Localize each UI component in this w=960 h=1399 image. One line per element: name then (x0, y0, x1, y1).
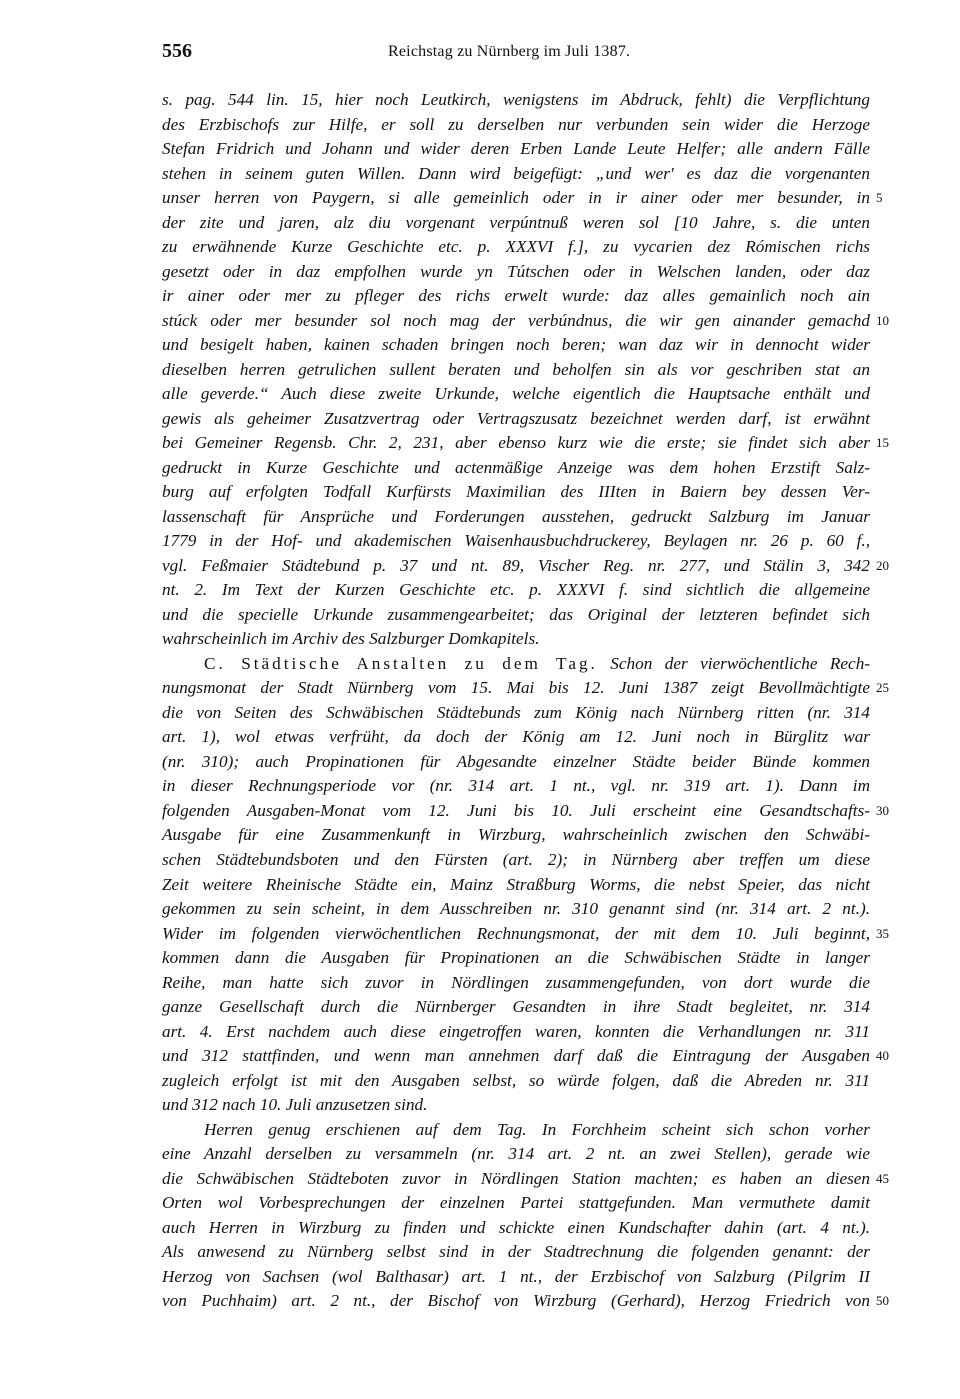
line-number: 40 (876, 1048, 889, 1064)
text-line (162, 137, 870, 162)
text-line-content: und besigelt haben, kainen schaden bringen noch beren; wan daz wir in dennocht wider (162, 335, 870, 355)
line-number: 20 (876, 557, 889, 573)
text-line (162, 725, 870, 750)
text-line-content: nt. 2. Im Text der Kurzen Geschichte etc. p. XXXVI f. sind sichtlich die allgemeine (162, 580, 870, 600)
text-line-content: nungsmonat der Stadt Nürnberg vom 15. Mai bis 12. Juni 1387 zeigt Bevollmächtigte (162, 678, 870, 698)
running-title: Reichstag zu Nürnberg im Juli 1387. (388, 43, 631, 60)
text-line-content: wahrscheinlich im Archiv des Salzburger Domkapitels. (162, 629, 540, 649)
text-line (162, 113, 870, 138)
text-line (162, 774, 870, 799)
text-line (162, 922, 889, 947)
text-line (162, 627, 870, 652)
text-line (162, 333, 870, 358)
text-line-content: Herzog von Sachsen (wol Balthasar) art. 1 nt., der Erzbischof von Salzburg (Pilgrim II (162, 1266, 870, 1286)
text-line (162, 1289, 889, 1314)
text-line (162, 971, 870, 996)
text-line (162, 1240, 870, 1265)
text-line-content: zugleich erfolgt ist mit den Ausgaben selbst, so würde folgen, daß die Abreden nr. 311 (162, 1070, 870, 1090)
text-line-content: von Puchhaim) art. 2 nt., der Bischof von Wirzburg (Gerhard), Herzog Friedrich von (162, 1291, 870, 1311)
text-line-content: stehen in seinem guten Willen. Dann wird beigefügt: „und wer' es daz die vorgenanten (162, 163, 870, 183)
text-line-content: art. 1), wol etwas verfrüht, da doch der König am 12. Juni noch in Bürglitz war (162, 727, 870, 747)
text-line (162, 995, 870, 1020)
line-number: 15 (876, 435, 889, 451)
text-line (162, 946, 870, 971)
text-line-content: art. 4. Erst nachdem auch diese eingetroffen waren, konnten die Verhandlungen nr. 311 (162, 1021, 870, 1041)
line-number: 25 (876, 680, 889, 696)
text-line (162, 529, 870, 554)
text-line (162, 407, 870, 432)
text-line (162, 1142, 870, 1167)
text-line (162, 309, 889, 334)
text-line-content: Wider im folgenden vierwöchentlichen Rechnungsmonat, der mit dem 10. Juli beginnt, (162, 923, 870, 943)
text-line-content: gesetzt oder in daz empfolhen wurde yn Tútschen oder in Welschen landen, oder daz (162, 261, 870, 281)
text-line (162, 505, 870, 530)
text-line-content: gedruckt in Kurze Geschichte und actenmäßige Anzeige was dem hohen Erzstift Salz- (162, 457, 870, 477)
text-line (162, 750, 870, 775)
text-line-content: Herren genug erschienen auf dem Tag. In Forchheim scheint sich schon vorher (204, 1119, 870, 1139)
text-line (162, 186, 883, 211)
text-line-content: und die specielle Urkunde zusammengearbeitet; das Original der letzteren befindet sich (162, 604, 870, 624)
text-line-content: und 312 stattfinden, und wenn man annehmen darf daß die Eintragung der Ausgaben (162, 1046, 870, 1066)
text-line (162, 1118, 870, 1143)
text-line-content: burg auf erfolgten Todfall Kurfürsts Maximilian des IIIten in Baiern bey dessen Ver- (162, 482, 870, 502)
text-line (162, 1191, 870, 1216)
text-line (162, 1265, 870, 1290)
text-line (162, 799, 889, 824)
text-line-content: eine Anzahl derselben zu versammeln (nr. 314 art. 2 nt. an zwei Stellen), gerade wie (162, 1144, 870, 1164)
text-line-content: schen Städtebundsboten und den Fürsten (art. 2); in Nürnberg aber treffen um diese (162, 849, 870, 869)
text-line-content: vgl. Feßmaier Städtebund p. 37 und nt. 89, Vischer Reg. nr. 277, und Stälin 3, 342 (162, 555, 870, 575)
text-line (162, 1167, 889, 1192)
text-line (162, 480, 870, 505)
text-line (162, 578, 870, 603)
text-line (162, 554, 889, 579)
text-line-content: bei Gemeiner Regensb. Chr. 2, 231, aber ebenso kurz wie die erste; sie findet sich aber (162, 433, 870, 453)
text-line-content: C. Städtische Anstalten zu dem Tag. Schon der vierwöchentliche Rech- (204, 653, 871, 673)
text-line (162, 284, 870, 309)
text-line-content: der zite und jaren, alz diu vorgenant verpúntnuß weren sol [10 Jahre, s. die unten (162, 212, 870, 232)
text-line-content: Zeit weitere Rheinische Städte ein, Mainz Straßburg Worms, die nebst Speier, das nicht (162, 874, 870, 894)
text-line (162, 1069, 870, 1094)
text-line-content: auch Herren in Wirzburg zu finden und schickte einen Kundschafter dahin (art. 4 nt.). (162, 1217, 870, 1237)
text-line (162, 603, 870, 628)
text-line-content: des Erzbischofs zur Hilfe, er soll zu derselben nur verbunden sein wider die Herzoge (162, 114, 870, 134)
text-line-content: die von Seiten des Schwäbischen Städtebunds zum König nach Nürnberg ritten (nr. 314 (162, 702, 870, 722)
text-line-content: 1779 in der Hof- und akademischen Waisenhausbuchdruckerey, Beylagen nr. 26 p. 60 f., (162, 531, 870, 551)
text-line-content: Orten wol Vorbesprechungen der einzelnen Partei stattgefunden. Man vermuthete damit (162, 1193, 870, 1213)
text-line-content: lassenschaft für Ansprüche und Forderungen ausstehen, gedruckt Salzburg im Januar (162, 506, 870, 526)
page-header (162, 40, 862, 70)
text-line-content: (nr. 310); auch Propinationen für Abgesandte einzelner Städte beider Bünde kommen (162, 751, 870, 771)
text-line-content: und 312 nach 10. Juli anzusetzen sind. (162, 1095, 428, 1115)
text-line-content: alle geverde.“ Auch diese zweite Urkunde, welche eigentlich die Hauptsache enthält und (162, 384, 870, 404)
text-line-content: gekommen zu sein scheint, in dem Ausschreiben nr. 310 genannt sind (nr. 314 art. 2 nt.). (162, 899, 870, 919)
text-line (162, 88, 870, 113)
line-number: 30 (876, 802, 889, 818)
line-number: 45 (876, 1170, 889, 1186)
text-line (162, 1044, 889, 1069)
text-line-content: die Schwäbischen Städteboten zuvor in Nördlingen Station machten; es haben an diesen (162, 1168, 870, 1188)
text-line-content: Reihe, man hatte sich zuvor in Nördlingen zusammengefunden, von dort wurde die (162, 972, 870, 992)
text-line (162, 701, 870, 726)
text-line (162, 1093, 870, 1118)
text-line-content: gewis als geheimer Zusatzvertrag oder Vertragszusatz bezeichnet werden darf, ist erwähnt (162, 408, 870, 428)
text-line (162, 1020, 870, 1045)
text-line-content: dieselben herren getrulichen sullent beraten und beholfen sin als vor geschriben stat an (162, 359, 870, 379)
text-line-content: s. pag. 544 lin. 15, hier noch Leutkirch, wenigstens im Abdruck, fehlt) die Verpflichtung (162, 90, 870, 109)
text-line (162, 260, 870, 285)
text-line (162, 1216, 870, 1241)
text-line-content: ir ainer oder mer zu pfleger des richs erwelt wurde: daz alles gemainlich noch ain (162, 286, 870, 306)
text-line (162, 823, 870, 848)
line-number: 50 (876, 1293, 889, 1309)
text-line (162, 676, 889, 701)
text-line (162, 456, 870, 481)
text-line (162, 431, 889, 456)
text-line (162, 382, 870, 407)
text-line-content: Als anwesend zu Nürnberg selbst sind in der Stadtrechnung die folgenden genannt: der (162, 1242, 870, 1262)
line-number: 5 (876, 190, 883, 206)
text-line-content: stúck oder mer besunder sol noch mag der verbúndnus, die wir gen ainander gemachd (162, 310, 870, 330)
line-number: 35 (876, 925, 889, 941)
text-line-content: folgenden Ausgaben-Monat vom 12. Juni bis 10. Juli erscheint eine Gesandtschafts- (162, 800, 870, 820)
section-heading: C. Städtische Anstalten zu dem Tag. (204, 653, 598, 673)
text-line (162, 358, 870, 383)
text-line (162, 211, 870, 236)
text-line (162, 652, 870, 677)
text-line-content: ganze Gesellschaft durch die Nürnberger Gesandten in ihre Stadt begleitet, nr. 314 (162, 997, 870, 1017)
text-line-content: zu erwähnende Kurze Geschichte etc. p. XXXVI f.], zu vycarien dez Rómischen richs (162, 237, 870, 257)
text-line-content: unser herren von Paygern, si alle gemeinlich oder in ir ainer oder mer besunder, in (162, 188, 870, 208)
text-line-content: kommen dann die Ausgaben für Propinationen an die Schwäbischen Städte in langer (162, 948, 870, 968)
text-line-content: Stefan Fridrich und Johann und wider deren Erben Lande Leute Helfer; alle andern Fälle (162, 139, 870, 159)
text-line (162, 235, 870, 260)
text-line-content: in dieser Rechnungsperiode vor (nr. 314 art. 1 nt., vgl. nr. 319 art. 1). Dann im (162, 776, 870, 796)
line-number: 10 (876, 312, 889, 328)
text-line (162, 873, 870, 898)
text-line (162, 848, 870, 873)
text-line (162, 897, 870, 922)
text-line-content: Ausgabe für eine Zusammenkunft in Wirzburg, wahrscheinlich zwischen den Schwäbi- (162, 825, 870, 845)
text-line (162, 162, 870, 187)
body-text (162, 88, 889, 1314)
page-number: 556 (162, 40, 192, 62)
